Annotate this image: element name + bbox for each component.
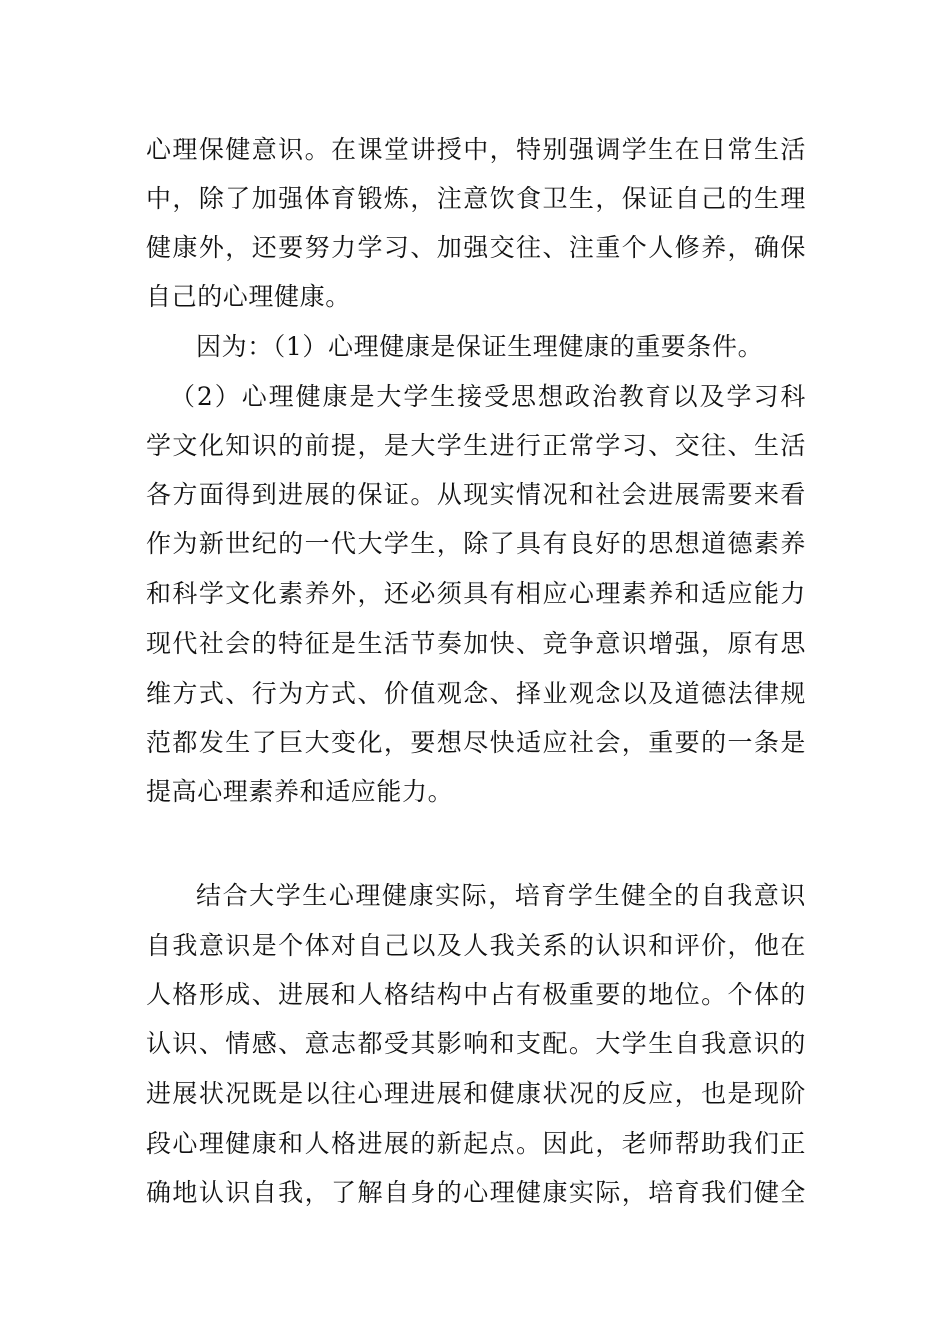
text-line: 人格形成、进展和人格结构中占有极重要的地位。个体的 [146, 980, 806, 1009]
text-line: 中，除了加强体育锻炼，注意饮食卫生，保证自己的生理 [146, 184, 806, 213]
text-line: 范都发生了巨大变化，要想尽快适应社会，重要的一条是 [146, 728, 806, 757]
text-line: 因为：（1）心理健康是保证生理健康的重要条件。 [196, 332, 764, 361]
text-line: 心理保健意识。在课堂讲授中，特别强调学生在日常生活 [146, 135, 806, 164]
text-line: 各方面得到进展的保证。从现实情况和社会进展需要来看 [146, 480, 806, 509]
text-line: 提高心理素养和适应能力。 [146, 777, 454, 806]
text-line: 自己的心理健康。 [146, 282, 351, 311]
text-line: 认识、情感、意志都受其影响和支配。大学生自我意识的 [146, 1029, 806, 1058]
text-line: 学文化知识的前提，是大学生进行正常学习、交往、生活 [146, 431, 806, 460]
text-line: 段心理健康和人格进展的新起点。因此，老师帮助我们正 [146, 1129, 806, 1158]
text-line: 自我意识是个体对自己以及人我关系的认识和评价，他在 [146, 931, 806, 960]
text-line: 确地认识自我，了解自身的心理健康实际，培育我们健全 [146, 1178, 806, 1207]
text-line: 和科学文化素养外，还必须具有相应心理素养和适应能力 [146, 579, 806, 608]
text-line: 现代社会的特征是生活节奏加快、竞争意识增强，原有思 [146, 629, 806, 658]
text-line: 健康外，还要努力学习、加强交往、注重个人修养，确保 [146, 233, 806, 262]
text-line: 作为新世纪的一代大学生，除了具有良好的思想道德素养 [146, 529, 806, 558]
text-line: 结合大学生心理健康实际，培育学生健全的自我意识 [196, 881, 806, 910]
text-line: （2）心理健康是大学生接受思想政治教育以及学习科 [170, 382, 806, 411]
text-line: 进展状况既是以往心理进展和健康状况的反应，也是现阶 [146, 1079, 806, 1108]
text-line: 维方式、行为方式、价值观念、择业观念以及道德法律规 [146, 679, 806, 708]
